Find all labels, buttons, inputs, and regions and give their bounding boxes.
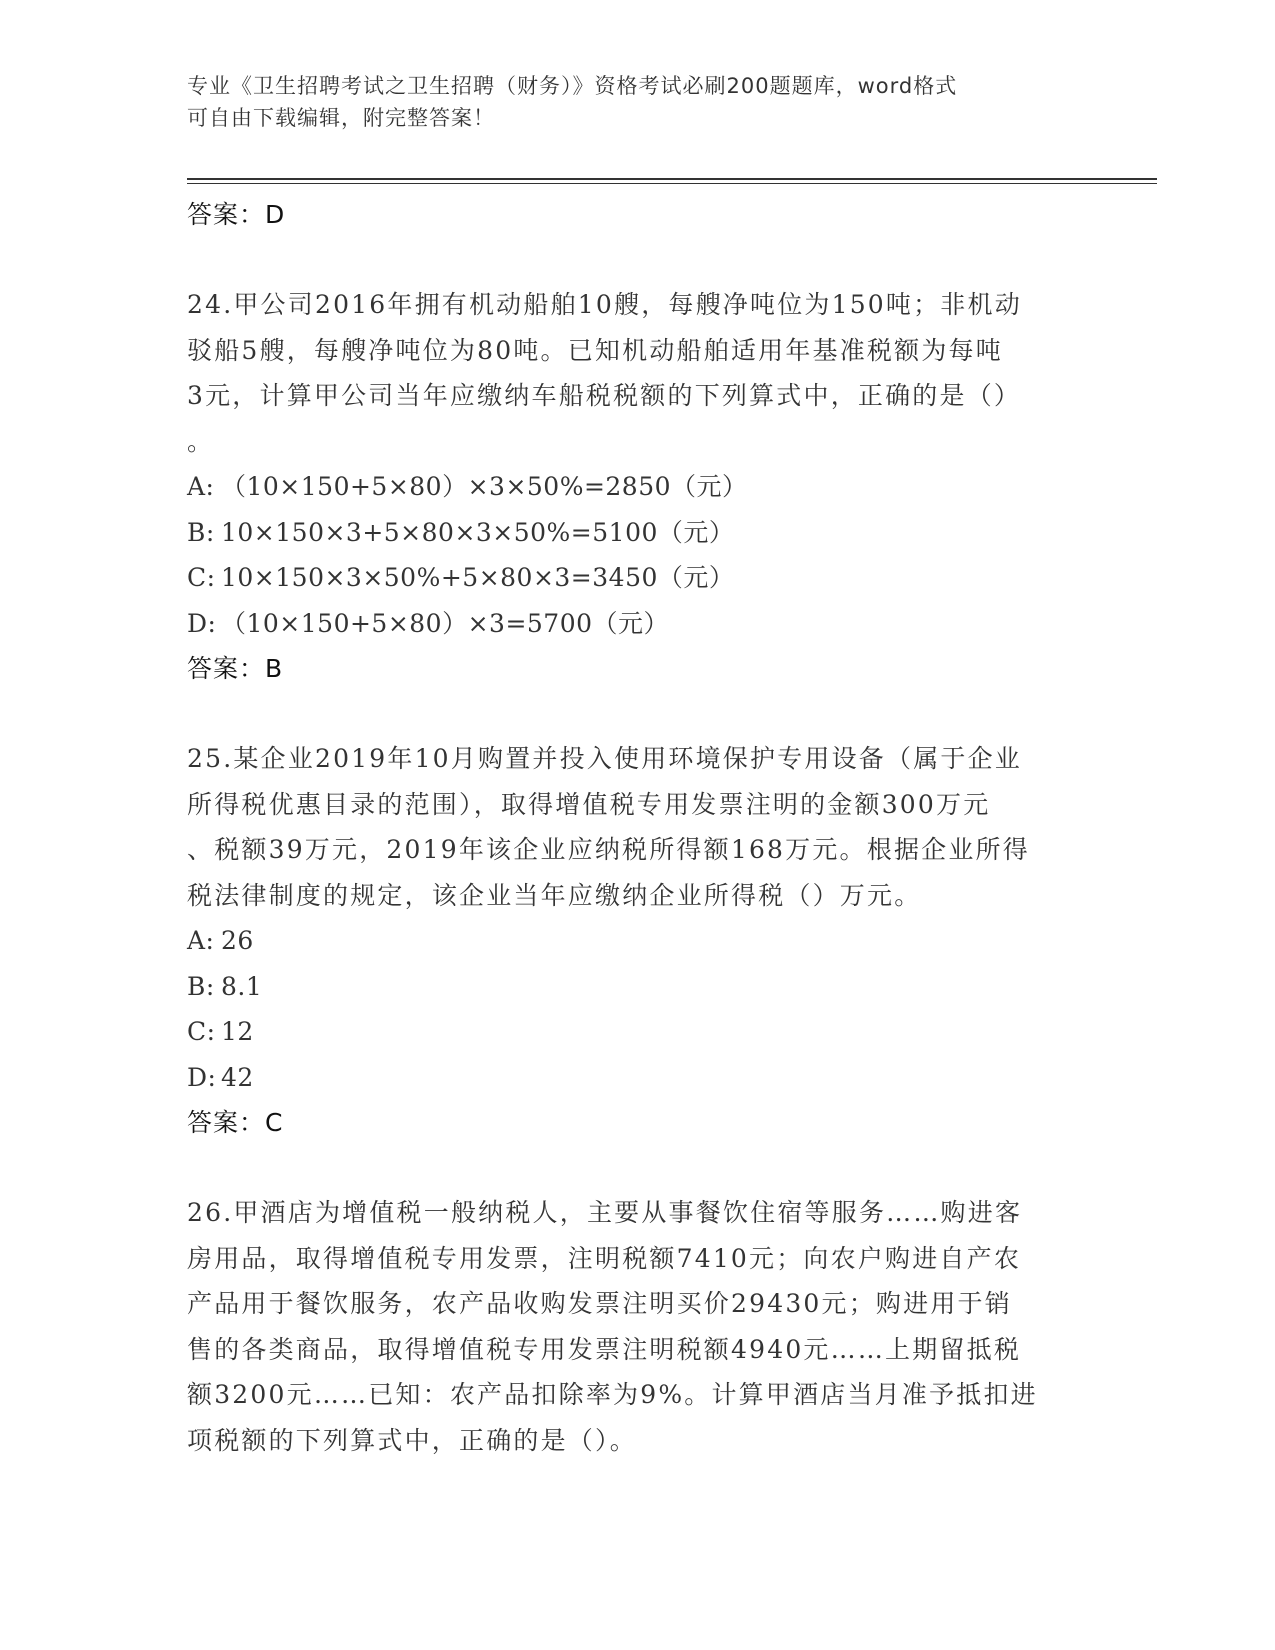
option-text: （10×150+5×80）×3×50%=2850（元） [221, 472, 748, 501]
option-text: 12 [221, 1017, 254, 1046]
option-text: 10×150×3+5×80×3×50%=5100（元） [221, 517, 735, 547]
option-key: B: [187, 517, 215, 547]
option-b [187, 510, 1087, 556]
question-stem [187, 736, 1087, 918]
option-d [187, 1055, 1087, 1101]
option-a [187, 918, 1087, 964]
header-rule-thin [187, 183, 1157, 184]
option-a [187, 464, 1087, 510]
option-d [187, 601, 1087, 647]
spacer [187, 692, 1087, 736]
spacer [187, 238, 1087, 282]
option-text: 42 [221, 1062, 254, 1092]
stem-line: 税法律制度的规定，该企业当年应缴纳企业所得税（）万元。 [187, 880, 922, 910]
spacer [187, 1146, 1087, 1190]
stem-line: 。 [187, 426, 215, 456]
option-key: D: [187, 1062, 217, 1092]
option-b [187, 964, 1087, 1010]
stem-line: 售的各类商品，取得增值税专用发票注明税额4940元……上期留抵税 [187, 1334, 1022, 1364]
stem-line: 额3200元……已知：农产品扣除率为9%。计算甲酒店当月准予抵扣进 [187, 1380, 1038, 1409]
question-25 [187, 736, 1087, 1146]
question-24 [187, 282, 1087, 692]
header-rule-thick [187, 178, 1157, 180]
stem-line: 3元，计算甲公司当年应缴纳车船税税额的下列算式中，正确的是（） [187, 381, 1022, 410]
answer-line: 答案：C [187, 1108, 284, 1137]
stem-line: 驳船5艘，每艘净吨位为80吨。已知机动船舶适用年基准税额为每吨 [187, 335, 1003, 365]
option-key: A: [187, 926, 215, 955]
option-key: C: [187, 1017, 216, 1046]
option-text: （10×150+5×80）×3=5700（元） [221, 608, 670, 638]
stem-line: 所得税优惠目录的范围），取得增值税专用发票注明的金额300万元 [187, 789, 991, 819]
option-key: B: [187, 971, 215, 1001]
stem-line: 项税额的下列算式中，正确的是（）。 [187, 1425, 637, 1455]
header-subtitle-line: 可自由下载编辑，附完整答案！ [187, 106, 495, 130]
question-26 [187, 1190, 1087, 1463]
stem-line: 、税额39万元，2019年该企业应纳税所得额168万元。根据企业所得 [187, 835, 1030, 864]
answer-line: 答案：B [187, 654, 284, 683]
option-key: A: [187, 472, 215, 501]
option-text: 10×150×3×50%+5×80×3=3450（元） [221, 563, 735, 592]
question-stem [187, 1190, 1087, 1463]
question-stem [187, 282, 1087, 464]
stem-line: 房用品，取得增值税专用发票，注明税额7410元；向农户购进自产农 [187, 1243, 1022, 1273]
stem-line: 26.甲酒店为增值税一般纳税人，主要从事餐饮住宿等服务……购进客 [187, 1198, 1023, 1227]
option-text: 26 [221, 926, 254, 955]
stem-line: 25.某企业2019年10月购置并投入使用环境保护专用设备（属于企业 [187, 744, 1022, 773]
option-key: C: [187, 563, 216, 592]
option-key: D: [187, 608, 217, 638]
option-c [187, 1009, 1087, 1055]
option-text: 8.1 [221, 971, 263, 1001]
header-title-line: 专业《卫生招聘考试之卫生招聘（财务）》资格考试必刷200题题库，word格式 [187, 74, 958, 98]
stem-line: 24.甲公司2016年拥有机动船舶10艘，每艘净吨位为150吨；非机动 [187, 290, 1022, 319]
previous-answer: 答案：D [187, 200, 286, 229]
stem-line: 产品用于餐饮服务，农产品收购发票注明买价29430元；购进用于销 [187, 1289, 1012, 1318]
question-list [187, 192, 1087, 1463]
page-header [187, 70, 1087, 134]
option-c [187, 555, 1087, 601]
